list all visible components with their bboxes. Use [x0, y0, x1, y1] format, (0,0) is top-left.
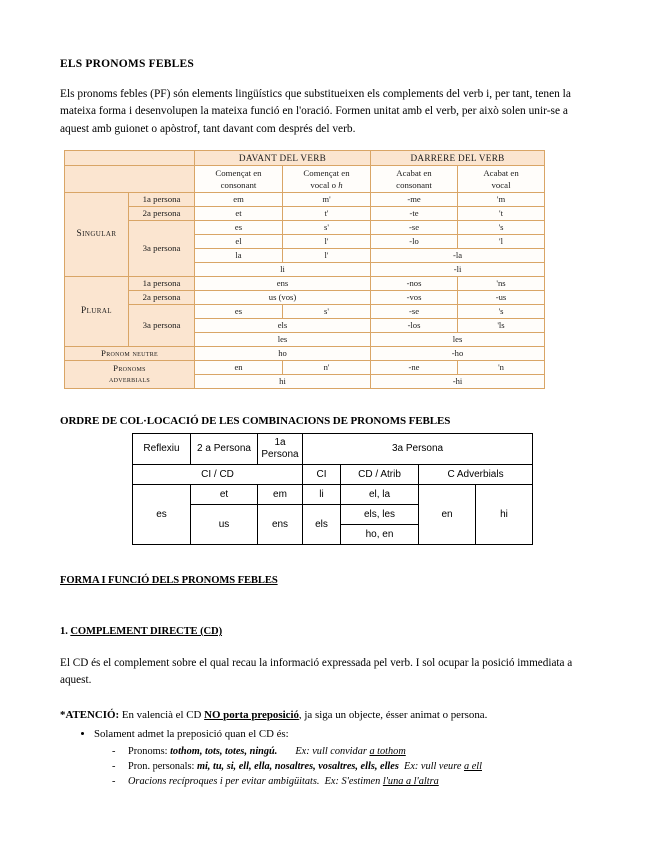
- atencio-mid: En valencià el CD: [121, 708, 202, 721]
- cell-sing-p3es-darrere-vocal: 's: [458, 220, 545, 234]
- document-content: [60, 58, 595, 789]
- cell-sing-p3li-darrere: -li: [371, 262, 545, 276]
- header-2a-persona: 2 a Persona: [191, 433, 258, 464]
- header-davant: DAVANT DEL VERB: [195, 150, 371, 165]
- header-darrere: DARRERE DEL VERB: [371, 150, 545, 165]
- cell-et: et: [191, 484, 258, 504]
- row-label-singular-1a: 1a persona: [129, 192, 195, 206]
- cell-plur-p2-darrere-consonant: -vos: [371, 290, 458, 304]
- cell-plur-p3es-davant-consonant: es: [195, 304, 283, 318]
- subheader-davant-vocal-h: h: [338, 179, 343, 190]
- subheader-darrere-vocal-line1: Acabat en: [483, 167, 519, 178]
- cell-plur-p3es-davant-vocal: s': [283, 304, 371, 318]
- list-item: [112, 774, 595, 789]
- cell-plur-p2-darrere-vocal: -us: [458, 290, 545, 304]
- header-reflexiu: Reflexiu: [133, 433, 191, 464]
- row-label-singular-2a: 2a persona: [129, 206, 195, 220]
- cell-neutre-davant: ho: [195, 346, 371, 360]
- dash-2-label: Oracions recíproques i per evitar ambigüitats.: [128, 776, 320, 788]
- cell-plur-p3els-davant: els: [195, 318, 371, 332]
- cell-plur-p3els-darrere-consonant: -los: [371, 318, 458, 332]
- ordre-table-wrapper: [132, 433, 595, 545]
- cell-sing-p3la-darrere: -la: [371, 248, 545, 262]
- list-item: [112, 744, 595, 759]
- cell-sing-p3es-davant-vocal: s': [283, 220, 371, 234]
- atencio-paragraph: [60, 707, 595, 723]
- dash-0-example-underline: a tothom: [369, 745, 406, 757]
- cell-sing-p2-darrere-vocal: 't: [458, 206, 545, 220]
- cell-sing-p3el-darrere-vocal: 'l: [458, 234, 545, 248]
- cell-plur-p1-darrere-vocal: 'ns: [458, 276, 545, 290]
- header-corner-cell: [65, 150, 195, 165]
- subheader-cd-atrib: CD / Atrib: [341, 464, 419, 484]
- list-item: [94, 727, 595, 789]
- bullet-text: Solament admet la preposició quan el CD és:: [94, 727, 289, 740]
- cell-sing-p3es-darrere-consonant: -se: [371, 220, 458, 234]
- cell-adv-en-darrere-vocal: 'n: [458, 360, 545, 374]
- dash-1-label: Pron. personals:: [128, 760, 195, 772]
- cell-sing-p1-davant-vocal: m': [283, 192, 371, 206]
- pronoms-table-wrapper: [64, 150, 544, 389]
- dash-2-example-underline: l'una a l'altra: [382, 776, 439, 788]
- subheader-davant-consonant-line2: consonant: [220, 179, 257, 190]
- row-label-plural-3a: 3a persona: [129, 304, 195, 346]
- table-row: [65, 290, 545, 304]
- subheader-davant-vocal-line1: Començat en: [303, 167, 350, 178]
- subheader-davant-vocal: [283, 165, 371, 192]
- table-row: [133, 484, 533, 504]
- subheader-davant-consonant: [195, 165, 283, 192]
- row-label-singular: Singular: [65, 192, 129, 276]
- atencio-suffix: , ja siga un objecte, ésser animat o persona.: [298, 708, 488, 721]
- subheader-darrere-consonant-line1: Acabat en: [396, 167, 432, 178]
- dash-1-example-underline: a ell: [463, 760, 482, 772]
- cell-els-les: els, les: [341, 504, 419, 524]
- subheader-davant-vocal-line2: vocal o: [310, 179, 337, 190]
- table-row: [65, 192, 545, 206]
- cell-adv-en-davant-consonant: en: [195, 360, 283, 374]
- complement-directe-label: COMPLEMENT DIRECTE (CD): [70, 625, 223, 637]
- cell-sing-p1-darrere-consonant: -me: [371, 192, 458, 206]
- table-subheader-row: [65, 165, 545, 192]
- cell-sing-p2-darrere-consonant: -te: [371, 206, 458, 220]
- table-row: [65, 360, 545, 374]
- table-row: [65, 276, 545, 290]
- row-label-singular-3a: 3a persona: [129, 220, 195, 276]
- table-row: [65, 346, 545, 360]
- cell-plur-p1-davant: ens: [195, 276, 371, 290]
- subheader-c-adverbials: C Adverbials: [419, 464, 533, 484]
- header-1a-persona: [258, 433, 303, 464]
- dash-2-example-text: S'estimen: [341, 776, 381, 788]
- complement-directe-paragraph: El CD és el complement sobre el qual recau la informació expressada pel verb. I sol ocupar la posició immediata a aquest.: [60, 656, 573, 686]
- cell-en: en: [419, 484, 476, 544]
- cell-sing-p1-davant-consonant: em: [195, 192, 283, 206]
- cell-plur-p3les-darrere: les: [371, 332, 545, 346]
- examples-dash-list: [94, 744, 595, 790]
- cell-plur-p3es-darrere-vocal: 's: [458, 304, 545, 318]
- dash-1-items: mi, tu, si, ell, ella, nosaltres, vosaltres, ells, elles: [196, 760, 399, 772]
- complement-directe-number: 1.: [60, 625, 68, 637]
- cell-plur-p1-darrere-consonant: -nos: [371, 276, 458, 290]
- row-label-adverbials-line2: adverbials: [108, 374, 150, 385]
- page-title: ELS PRONOMS FEBLES: [60, 58, 194, 70]
- cell-es: es: [133, 484, 191, 544]
- subheader-davant-consonant-line1: Començat en: [215, 167, 262, 178]
- row-label-pronom-neutre: Pronom neutre: [65, 346, 195, 360]
- complement-directe-heading: [60, 626, 595, 637]
- pronoms-febles-table: [64, 150, 545, 389]
- cell-sing-p3la-davant-vocal: l': [283, 248, 371, 262]
- cell-sing-p2-davant-vocal: t': [283, 206, 371, 220]
- table-row: [65, 220, 545, 234]
- cell-els: els: [303, 504, 341, 544]
- cell-sing-p1-darrere-vocal: 'm: [458, 192, 545, 206]
- dash-1-example-label: Ex:: [404, 760, 419, 772]
- cell-ens: ens: [258, 504, 303, 544]
- table-row: [65, 206, 545, 220]
- cell-ho-en: ho, en: [341, 524, 419, 544]
- dash-0-example-label: Ex:: [295, 745, 310, 757]
- ordre-heading: ORDRE DE COL·LOCACIÓ DE LES COMBINACIONS DE PRONOMS FEBLES: [60, 414, 451, 427]
- header-1a-persona-line1: 1a: [274, 436, 286, 448]
- table-subheader-row: [133, 464, 533, 484]
- cell-hi: hi: [476, 484, 533, 544]
- subheader-darrere-vocal-line2: vocal: [491, 179, 511, 190]
- subheader-corner-cell: [65, 165, 195, 192]
- cell-plur-p3els-darrere-vocal: 'ls: [458, 318, 545, 332]
- table-header-row: [65, 150, 545, 165]
- ordre-combinacions-table: [132, 433, 533, 545]
- forma-funcio-heading: FORMA I FUNCIÓ DELS PRONOMS FEBLES: [60, 574, 278, 586]
- cell-adv-en-darrere-consonant: -ne: [371, 360, 458, 374]
- table-row: [65, 304, 545, 318]
- cell-sing-p2-davant-consonant: et: [195, 206, 283, 220]
- atencio-emphasis: NO porta preposició: [204, 708, 299, 721]
- cell-em: em: [258, 484, 303, 504]
- cell-neutre-darrere: -ho: [371, 346, 545, 360]
- intro-paragraph: Els pronoms febles (PF) són elements lingüístics que substitueixen els complements del verb i, per tant, tenen la mateixa forma i desenvolupen la mateixa funció en l'oració. Formen unitat amb el verb, per això solen unir-se a aquest amb guionet o apòstrof, tant davant com després del verb.: [60, 88, 571, 135]
- atencio-prefix: *ATENCIÓ:: [60, 708, 120, 721]
- dash-0-example-text: vull convidar: [312, 745, 367, 757]
- dash-1-example-text: vull veure: [420, 760, 462, 772]
- cell-sing-p3la-davant-consonant: la: [195, 248, 283, 262]
- cell-sing-p3el-darrere-consonant: -lo: [371, 234, 458, 248]
- subheader-ci: CI: [303, 464, 341, 484]
- cell-plur-p3es-darrere-consonant: -se: [371, 304, 458, 318]
- cell-us: us: [191, 504, 258, 544]
- cell-adv-hi-darrere: -hi: [371, 374, 545, 388]
- row-label-plural-2a: 2a persona: [129, 290, 195, 304]
- cell-li: li: [303, 484, 341, 504]
- dash-0-label: Pronoms:: [128, 745, 168, 757]
- cell-sing-p3es-davant-consonant: es: [195, 220, 283, 234]
- subheader-darrere-vocal: [458, 165, 545, 192]
- cell-sing-p3el-davant-consonant: el: [195, 234, 283, 248]
- row-label-plural: Plural: [65, 276, 129, 346]
- header-3a-persona: 3a Persona: [303, 433, 533, 464]
- cell-adv-en-davant-vocal: n': [283, 360, 371, 374]
- row-label-plural-1a: 1a persona: [129, 276, 195, 290]
- dash-0-items: tothom, tots, totes, ningú.: [170, 745, 278, 757]
- row-label-pronoms-adverbials: [65, 360, 195, 388]
- row-label-adverbials-line1: Pronoms: [113, 363, 146, 374]
- cell-el-la: el, la: [341, 484, 419, 504]
- cell-sing-p3li-davant: li: [195, 262, 371, 276]
- table-header-row: [133, 433, 533, 464]
- subheader-darrere-consonant: [371, 165, 458, 192]
- cell-plur-p2-davant: us (vos): [195, 290, 371, 304]
- cell-sing-p3el-davant-vocal: l': [283, 234, 371, 248]
- atencio-bullet-list: [60, 727, 595, 789]
- cell-adv-hi-davant: hi: [195, 374, 371, 388]
- list-item: [112, 759, 595, 774]
- subheader-ci-cd: CI / CD: [133, 464, 303, 484]
- dash-2-example-label: Ex:: [324, 776, 339, 788]
- cell-plur-p3les-davant: les: [195, 332, 371, 346]
- subheader-darrere-consonant-line2: consonant: [396, 179, 432, 190]
- header-1a-persona-line2: Persona: [261, 448, 299, 460]
